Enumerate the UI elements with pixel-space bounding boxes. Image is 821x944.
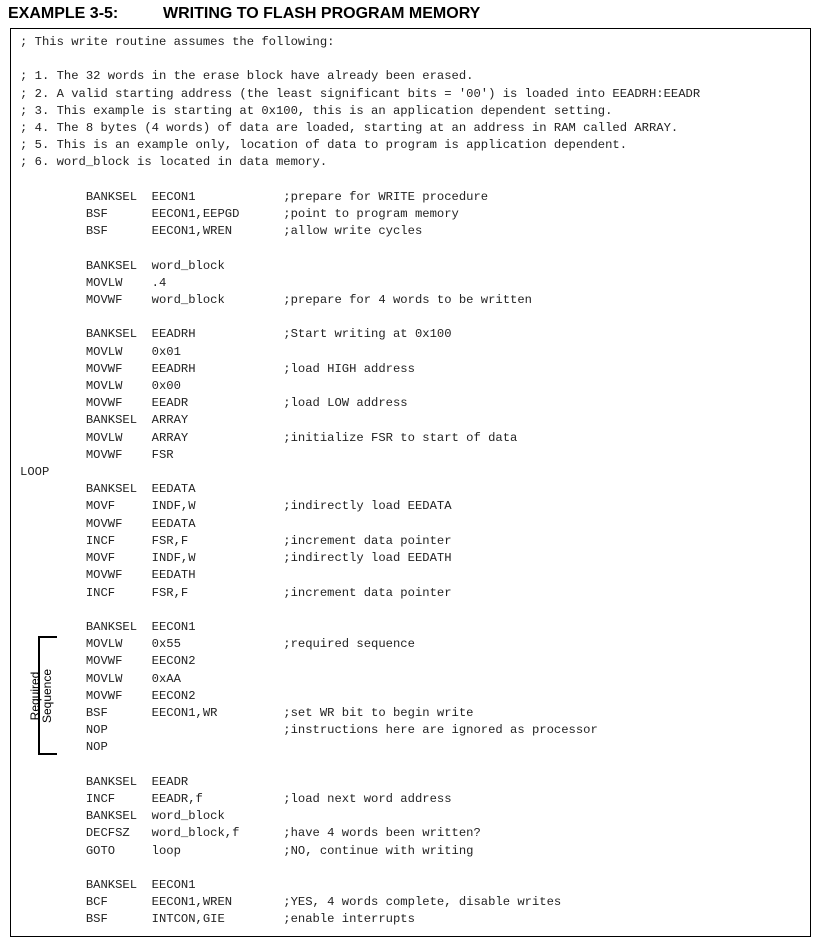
code-line [20, 757, 700, 774]
code-line: BSF EECON1,EEPGD ;point to program memory [20, 207, 459, 222]
code-line: BANKSEL EECON1 [20, 619, 196, 634]
code-line: ; This write routine assumes the following: [20, 35, 335, 49]
code-line: MOVWF EECON2 [20, 688, 196, 703]
code-line: ; 3. This example is starting at 0x100, this is an application dependent setting. [20, 103, 613, 118]
code-line: INCF EEADR,f ;load next word address [20, 791, 452, 806]
code-line: ; 1. The 32 words in the erase block have already been erased. [20, 69, 474, 84]
code-line: BSF EECON1,WR ;set WR bit to begin write [20, 705, 474, 720]
code-line [20, 602, 700, 619]
code-line: ; 6. word_block is located in data memory. [20, 155, 328, 170]
code-line: MOVWF EEADRH ;load HIGH address [20, 361, 415, 376]
code-line: BANKSEL EEDATA [20, 482, 196, 497]
example-label: EXAMPLE 3-5: [8, 5, 119, 22]
code-line: ; 2. A valid starting address (the least significant bits = '00') is loaded into EEADRH:EEADR [20, 86, 701, 101]
code-line: MOVLW 0xAA [20, 671, 181, 686]
code-line: LOOP [20, 465, 50, 480]
code-line: BANKSEL EECON1 [20, 877, 196, 892]
code-line: MOVLW 0x01 [20, 344, 181, 359]
code-line: INCF FSR,F ;increment data pointer [20, 585, 452, 600]
code-line: ; 5. This is an example only, location of data to program is application dependent. [20, 138, 628, 153]
code-line: MOVLW 0x55 ;required sequence [20, 637, 415, 652]
code-line: INCF FSR,F ;increment data pointer [20, 533, 452, 548]
code-line: MOVF INDF,W ;indirectly load EEDATA [20, 499, 452, 514]
code-line: BSF EECON1,WREN ;allow write cycles [20, 224, 423, 239]
code-line: MOVWF EEADR ;load LOW address [20, 396, 408, 411]
code-line: MOVWF EEDATA [20, 516, 196, 531]
code-line: BCF EECON1,WREN ;YES, 4 words complete, disable writes [20, 895, 562, 910]
code-listing [20, 34, 700, 929]
code-line [20, 309, 700, 326]
code-line: MOVF INDF,W ;indirectly load EEDATH [20, 551, 452, 566]
code-line: MOVWF word_block ;prepare for 4 words to be written [20, 293, 532, 308]
code-line: BSF INTCON,GIE ;enable interrupts [20, 912, 415, 927]
bracket-label-line-2: Sequence [40, 668, 54, 724]
code-line: DECFSZ word_block,f ;have 4 words been written? [20, 826, 481, 841]
code-line: NOP [20, 740, 108, 755]
code-line: MOVWF EECON2 [20, 654, 196, 669]
example-title: WRITING TO FLASH PROGRAM MEMORY [163, 5, 481, 22]
code-line: GOTO loop ;NO, continue with writing [20, 843, 474, 858]
code-line: NOP ;instructions here are ignored as processor [20, 723, 598, 738]
code-line: MOVWF FSR [20, 447, 174, 462]
code-line [20, 240, 700, 257]
code-line: MOVLW 0x00 [20, 379, 181, 394]
code-line [20, 51, 700, 68]
code-line: BANKSEL EEADR [20, 774, 189, 789]
code-line [20, 172, 700, 189]
bracket-label-line-1: Required [28, 671, 42, 721]
code-line: ; 4. The 8 bytes (4 words) of data are loaded, starting at an address in RAM called ARRAY. [20, 121, 679, 136]
code-line: BANKSEL word_block [20, 258, 225, 273]
code-line: BANKSEL EEADRH ;Start writing at 0x100 [20, 327, 452, 342]
code-line: MOVLW .4 [20, 275, 167, 290]
code-line: BANKSEL word_block [20, 809, 225, 824]
code-line [20, 860, 700, 877]
code-line: BANKSEL ARRAY [20, 413, 189, 428]
code-line: MOVLW ARRAY ;initialize FSR to start of data [20, 430, 518, 445]
code-line: MOVWF EEDATH [20, 568, 196, 583]
code-line: BANKSEL EECON1 ;prepare for WRITE procedure [20, 189, 489, 204]
